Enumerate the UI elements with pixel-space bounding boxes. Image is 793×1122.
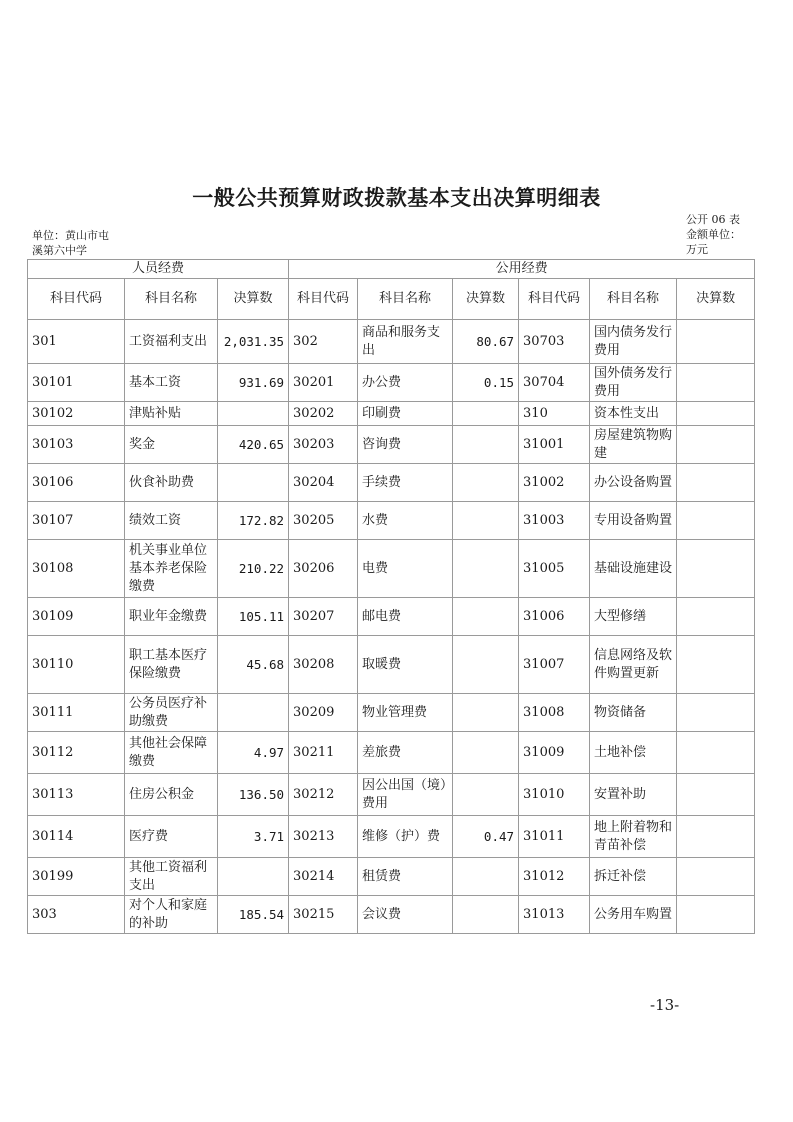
cell-name-2: 商品和服务支出 — [358, 320, 453, 364]
column-header-row — [28, 279, 755, 320]
cell-name-1: 绩效工资 — [125, 502, 218, 540]
cell-amount-2 — [453, 598, 519, 636]
cell-amount-1: 185.54 — [218, 896, 289, 934]
cell-code-3: 31001 — [519, 426, 590, 464]
cell-code-3: 31009 — [519, 732, 590, 774]
cell-name-1: 职工基本医疗保险缴费 — [125, 636, 218, 694]
cell-code-1: 30102 — [28, 402, 125, 426]
cell-code-1: 30107 — [28, 502, 125, 540]
cell-name-2: 邮电费 — [358, 598, 453, 636]
cell-amount-2 — [453, 636, 519, 694]
cell-amount-2 — [453, 502, 519, 540]
cell-name-1: 奖金 — [125, 426, 218, 464]
cell-code-2: 30214 — [289, 858, 358, 896]
cell-code-3: 31010 — [519, 774, 590, 816]
table-row — [28, 364, 755, 402]
cell-code-1: 30108 — [28, 540, 125, 598]
header-name-3: 科目名称 — [590, 279, 677, 320]
cell-name-1: 机关事业单位基本养老保险缴费 — [125, 540, 218, 598]
table-row — [28, 540, 755, 598]
cell-amount-1: 420.65 — [218, 426, 289, 464]
cell-name-3: 安置补助 — [590, 774, 677, 816]
cell-amount-3 — [677, 896, 755, 934]
cell-name-3: 国内债务发行费用 — [590, 320, 677, 364]
cell-name-3: 房屋建筑物购建 — [590, 426, 677, 464]
cell-amount-3 — [677, 858, 755, 896]
cell-name-1: 工资福利支出 — [125, 320, 218, 364]
table-row — [28, 732, 755, 774]
cell-name-1: 其他社会保障缴费 — [125, 732, 218, 774]
cell-code-3: 31006 — [519, 598, 590, 636]
cell-amount-1: 105.11 — [218, 598, 289, 636]
cell-amount-1 — [218, 402, 289, 426]
cell-code-1: 30110 — [28, 636, 125, 694]
cell-code-2: 30208 — [289, 636, 358, 694]
table-row — [28, 896, 755, 934]
cell-amount-1: 3.71 — [218, 816, 289, 858]
form-meta — [686, 212, 766, 257]
header-amount-2: 决算数 — [453, 279, 519, 320]
cell-name-1: 医疗费 — [125, 816, 218, 858]
cell-amount-1 — [218, 858, 289, 896]
cell-name-3: 土地补偿 — [590, 732, 677, 774]
cell-code-1: 30199 — [28, 858, 125, 896]
cell-code-1: 30101 — [28, 364, 125, 402]
cell-amount-2 — [453, 732, 519, 774]
cell-name-3: 地上附着物和青苗补偿 — [590, 816, 677, 858]
table-row — [28, 464, 755, 502]
cell-name-2: 差旅费 — [358, 732, 453, 774]
table-row — [28, 598, 755, 636]
cell-amount-3 — [677, 598, 755, 636]
cell-code-1: 30114 — [28, 816, 125, 858]
table-row — [28, 320, 755, 364]
cell-amount-1: 136.50 — [218, 774, 289, 816]
cell-amount-1 — [218, 464, 289, 502]
cell-amount-3 — [677, 694, 755, 732]
cell-name-2: 办公费 — [358, 364, 453, 402]
table-row — [28, 426, 755, 464]
cell-code-3: 31013 — [519, 896, 590, 934]
cell-code-2: 302 — [289, 320, 358, 364]
cell-code-2: 30215 — [289, 896, 358, 934]
cell-code-1: 303 — [28, 896, 125, 934]
cell-code-2: 30206 — [289, 540, 358, 598]
cell-code-1: 301 — [28, 320, 125, 364]
cell-amount-2 — [453, 774, 519, 816]
header-code-1: 科目代码 — [28, 279, 125, 320]
cell-code-1: 30103 — [28, 426, 125, 464]
cell-code-3: 31011 — [519, 816, 590, 858]
cell-amount-2: 0.15 — [453, 364, 519, 402]
cell-name-3: 拆迁补偿 — [590, 858, 677, 896]
cell-name-2: 水费 — [358, 502, 453, 540]
cell-amount-2 — [453, 540, 519, 598]
cell-amount-3 — [677, 816, 755, 858]
cell-code-1: 30106 — [28, 464, 125, 502]
cell-code-1: 30112 — [28, 732, 125, 774]
cell-amount-1 — [218, 694, 289, 732]
table-row — [28, 694, 755, 732]
group-header-row — [28, 260, 755, 279]
header-name-1: 科目名称 — [125, 279, 218, 320]
group-public: 公用经费 — [289, 260, 755, 279]
cell-code-3: 31012 — [519, 858, 590, 896]
cell-name-3: 办公设备购置 — [590, 464, 677, 502]
cell-name-2: 租赁费 — [358, 858, 453, 896]
cell-name-1: 职业年金缴费 — [125, 598, 218, 636]
cell-code-3: 31002 — [519, 464, 590, 502]
cell-code-3: 30704 — [519, 364, 590, 402]
cell-code-2: 30201 — [289, 364, 358, 402]
header-amount-3: 决算数 — [677, 279, 755, 320]
cell-name-2: 咨询费 — [358, 426, 453, 464]
cell-code-1: 30111 — [28, 694, 125, 732]
cell-amount-3 — [677, 402, 755, 426]
cell-name-2: 手续费 — [358, 464, 453, 502]
cell-code-2: 30211 — [289, 732, 358, 774]
cell-code-3: 31005 — [519, 540, 590, 598]
cell-name-3: 大型修缮 — [590, 598, 677, 636]
form-number: 公开 06 表 — [686, 213, 740, 226]
cell-code-2: 30202 — [289, 402, 358, 426]
cell-amount-2 — [453, 402, 519, 426]
table-row — [28, 402, 755, 426]
cell-amount-3 — [677, 732, 755, 774]
cell-name-1: 住房公积金 — [125, 774, 218, 816]
header-code-2: 科目代码 — [289, 279, 358, 320]
table-row — [28, 502, 755, 540]
cell-code-2: 30205 — [289, 502, 358, 540]
table-row — [28, 816, 755, 858]
cell-code-3: 310 — [519, 402, 590, 426]
cell-amount-2: 0.47 — [453, 816, 519, 858]
cell-amount-3 — [677, 464, 755, 502]
cell-amount-3 — [677, 364, 755, 402]
cell-amount-2 — [453, 896, 519, 934]
cell-code-2: 30203 — [289, 426, 358, 464]
cell-name-1: 公务员医疗补助缴费 — [125, 694, 218, 732]
cell-code-3: 31008 — [519, 694, 590, 732]
page-title: 一般公共预算财政拨款基本支出决算明细表 — [192, 186, 601, 210]
unit-line-1: 单位：黄山市屯 — [32, 229, 109, 242]
reporting-unit — [32, 228, 142, 258]
cell-amount-3 — [677, 636, 755, 694]
header-code-3: 科目代码 — [519, 279, 590, 320]
unit-line-2: 溪第六中学 — [32, 244, 87, 257]
cell-amount-1: 210.22 — [218, 540, 289, 598]
cell-code-3: 30703 — [519, 320, 590, 364]
cell-amount-2 — [453, 858, 519, 896]
cell-name-2: 电费 — [358, 540, 453, 598]
cell-amount-1: 4.97 — [218, 732, 289, 774]
cell-name-3: 公务用车购置 — [590, 896, 677, 934]
cell-name-1: 津贴补贴 — [125, 402, 218, 426]
cell-name-2: 维修（护）费 — [358, 816, 453, 858]
cell-name-1: 伙食补助费 — [125, 464, 218, 502]
cell-name-3: 信息网络及软件购置更新 — [590, 636, 677, 694]
cell-code-1: 30113 — [28, 774, 125, 816]
amount-unit-label: 金额单位： — [686, 228, 741, 241]
cell-amount-3 — [677, 426, 755, 464]
cell-amount-3 — [677, 502, 755, 540]
expenditure-table — [27, 259, 755, 934]
cell-code-2: 30204 — [289, 464, 358, 502]
cell-code-2: 30207 — [289, 598, 358, 636]
cell-name-2: 取暖费 — [358, 636, 453, 694]
header-name-2: 科目名称 — [358, 279, 453, 320]
cell-amount-2 — [453, 464, 519, 502]
cell-code-3: 31003 — [519, 502, 590, 540]
cell-code-2: 30212 — [289, 774, 358, 816]
cell-name-2: 印刷费 — [358, 402, 453, 426]
cell-name-3: 专用设备购置 — [590, 502, 677, 540]
cell-amount-3 — [677, 540, 755, 598]
cell-amount-1: 172.82 — [218, 502, 289, 540]
cell-amount-2 — [453, 426, 519, 464]
cell-code-3: 31007 — [519, 636, 590, 694]
cell-name-1: 对个人和家庭的补助 — [125, 896, 218, 934]
table-row — [28, 774, 755, 816]
header-amount-1: 决算数 — [218, 279, 289, 320]
cell-name-3: 基础设施建设 — [590, 540, 677, 598]
cell-amount-2 — [453, 694, 519, 732]
table-row — [28, 636, 755, 694]
cell-name-1: 基本工资 — [125, 364, 218, 402]
cell-name-3: 物资储备 — [590, 694, 677, 732]
page-number: -13- — [650, 996, 680, 1014]
cell-name-1: 其他工资福利支出 — [125, 858, 218, 896]
cell-amount-2: 80.67 — [453, 320, 519, 364]
cell-name-2: 会议费 — [358, 896, 453, 934]
cell-amount-1: 45.68 — [218, 636, 289, 694]
cell-code-2: 30209 — [289, 694, 358, 732]
cell-code-1: 30109 — [28, 598, 125, 636]
cell-name-2: 因公出国（境）费用 — [358, 774, 453, 816]
group-personnel: 人员经费 — [28, 260, 289, 279]
cell-name-3: 国外债务发行费用 — [590, 364, 677, 402]
table-row — [28, 858, 755, 896]
cell-code-2: 30213 — [289, 816, 358, 858]
cell-name-3: 资本性支出 — [590, 402, 677, 426]
cell-amount-3 — [677, 320, 755, 364]
cell-name-2: 物业管理费 — [358, 694, 453, 732]
amount-unit: 万元 — [686, 243, 708, 256]
cell-amount-1: 2,031.35 — [218, 320, 289, 364]
cell-amount-3 — [677, 774, 755, 816]
cell-amount-1: 931.69 — [218, 364, 289, 402]
